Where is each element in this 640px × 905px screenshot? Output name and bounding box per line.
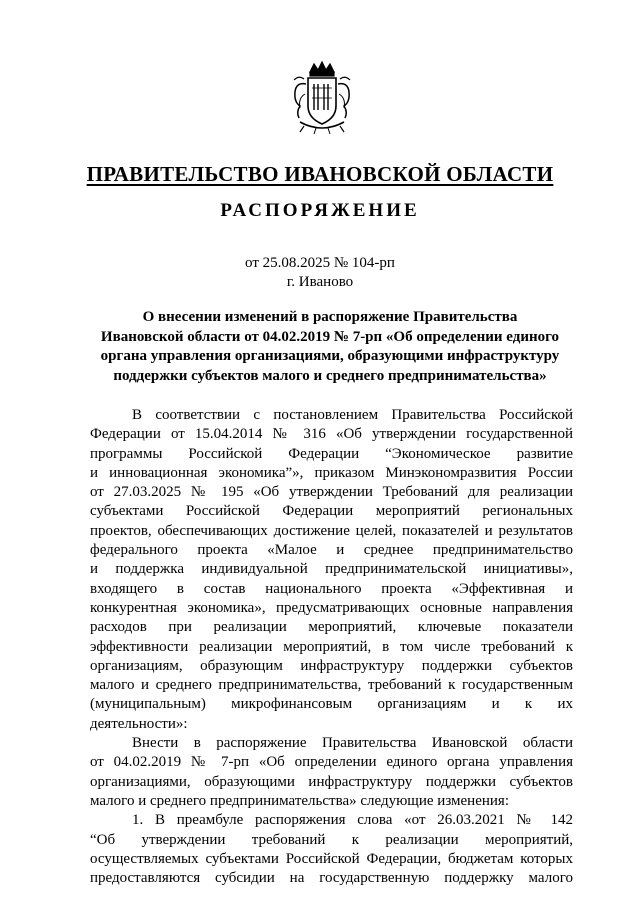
body-line: малого и среднего предпринимательства, требований к государственным (90, 677, 573, 694)
body-line: конкурентная экономика», предусматривающих основные направления (90, 599, 573, 616)
body-line: деятельности»: (90, 715, 188, 732)
subject-line: поддержки субъектов малого и среднего предпринимательства» (113, 367, 547, 384)
document-type: РАСПОРЯЖЕНИЕ (220, 200, 420, 221)
body-line: эффективности реализации мероприятий, в том числе требований к (90, 638, 573, 655)
subject-line: О внесении изменений в распоряжение Правительства (142, 309, 518, 325)
body-line: Федерации от 15.04.2014 № 316 «Об утверждении государственной (90, 426, 573, 443)
body-line: В соответствии с постановлением Правительства Российской (132, 407, 573, 423)
body-line: (муниципальным) микрофинансовым организациям и к их (90, 696, 573, 713)
ivanovo-coat-of-arms-icon (290, 58, 354, 136)
body-line: проектов, обеспечивающих достижение целей, показателей и результатов (90, 522, 573, 539)
body-line: организациям, образующим инфраструктуру поддержки субъектов (90, 657, 573, 674)
body-line: входящего в состав национального проекта «Эффективная и (90, 580, 573, 597)
body-line: организациями, образующими инфраструктуру поддержки субъектов (90, 773, 573, 790)
body-line: предоставляются субсидии на государственную поддержку малого (90, 870, 573, 887)
body-line: федерального проекта «Малое и среднее предпринимательство (90, 542, 573, 559)
body-line: программы Российской Федерации “Экономическое развитие (90, 445, 573, 462)
body-line: субъектами Российской Федерации мероприятий региональных (90, 503, 573, 520)
subject-line: Ивановской области от 04.02.2019 № 7-рп «Об определении единого (100, 328, 560, 345)
body-line: осуществляемых субъектами Российской Федерации, бюджетам которых (90, 850, 573, 867)
body-line: от 27.03.2025 № 195 «Об утверждении Требований для реализации (90, 484, 573, 501)
body-line: Внести в распоряжение Правительства Ивановской области (132, 735, 573, 752)
organization-title: ПРАВИТЕЛЬСТВО ИВАНОВСКОЙ ОБЛАСТИ (86, 162, 554, 186)
body-line: расходов при реализации мероприятий, ключевые показатели (90, 619, 573, 636)
body-line: “Об утверждении требований к реализации мероприятий, (90, 831, 573, 848)
subject-line: органа управления организациями, образующими инфраструктуру (100, 348, 560, 364)
body-line: от 04.02.2019 № 7-рп «Об определении единого органа управления (90, 754, 573, 771)
document-place: г. Иваново (286, 274, 354, 290)
body-line: и инновационная экономика”», приказом Минэкономразвития России (90, 464, 573, 481)
body-line: 1. В преамбуле распоряжения слова «от 26.03.2021 № 142 (132, 812, 573, 829)
document-subject (90, 308, 570, 386)
document-body (90, 406, 573, 888)
document-date-number: от 25.08.2025 № 104-рп (245, 255, 395, 271)
body-line: и поддержка индивидуальной предпринимательской инициативы», (90, 561, 573, 578)
body-line: малого и среднего предпринимательства» следующие изменения: (90, 792, 509, 809)
